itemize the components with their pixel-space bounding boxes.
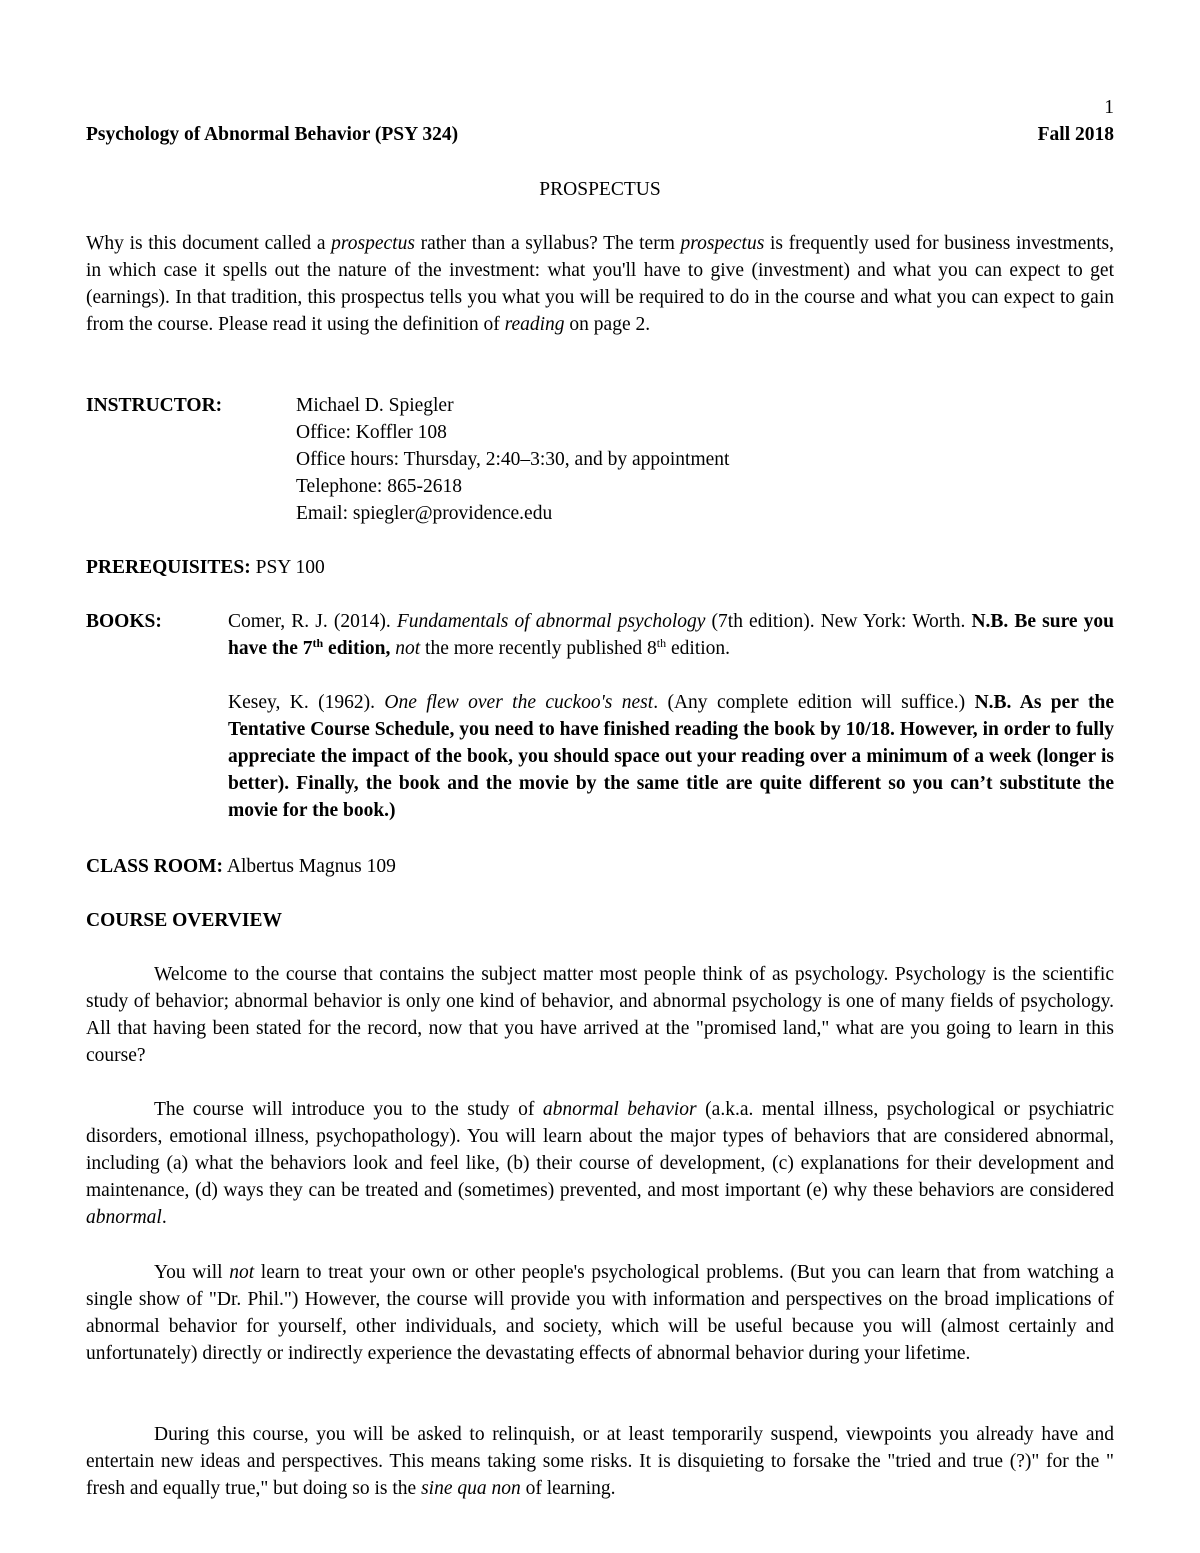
prerequisites-label: PREREQUISITES: xyxy=(86,557,251,578)
book-entry-comer: Comer, R. J. (2014). Fundamentals of abnormal psychology (7th edition). New York: Worth. N.B. Be sure you have the 7th edition, not the more recently published 8th edition. xyxy=(228,611,1114,659)
instructor-section xyxy=(86,392,1114,527)
books-label: BOOKS: xyxy=(86,611,162,632)
books-list xyxy=(228,608,1114,824)
prerequisites-value: PSY 100 xyxy=(250,557,325,578)
classroom-label: CLASS ROOM: xyxy=(86,856,224,877)
instructor-telephone: Telephone: 865-2618 xyxy=(296,476,462,497)
term-label: Fall 2018 xyxy=(1037,124,1114,145)
overview-paragraph-4: During this course, you will be asked to relinquish, or at least temporarily suspend, viewpoints you already have and entertain new ideas and perspectives. This means taking some risks. It is disquieting to forsake the "tried and true (?)" for the " fresh and equally true," but doing so is the sine qua non of learning. xyxy=(86,1424,1114,1499)
instructor-office-hours: Office hours: Thursday, 2:40–3:30, and by appointment xyxy=(296,449,730,470)
course-title: Psychology of Abnormal Behavior (PSY 324) xyxy=(86,124,459,145)
classroom-value: Albertus Magnus 109 xyxy=(223,856,396,877)
overview-paragraph-3: You will not learn to treat your own or other people's psychological problems. (But you can learn that from watching a single show of "Dr. Phil.") However, the course will provide you with information and perspectives on the broad implications of abnormal behavior for yourself, other individuals, and society, which will be useful because you will (almost certainly and unfortunately) directly or indirectly experience the devastating effects of abnormal behavior during your lifetime. xyxy=(86,1262,1114,1364)
instructor-name: Michael D. Spiegler xyxy=(296,395,454,416)
course-overview-heading: COURSE OVERVIEW xyxy=(86,910,282,931)
classroom-section xyxy=(86,853,1114,880)
instructor-office: Office: Koffler 108 xyxy=(296,422,447,443)
instructor-email: Email: spiegler@providence.edu xyxy=(296,503,553,524)
book-entry-kesey: Kesey, K. (1962). One flew over the cuckoo's nest. (Any complete edition will suffice.) N.B. As per the Tentative Course Schedule, you need to have finished reading the book by 10/18. However, in order to fully appreciate the impact of the book, you should space out your reading over a minimum of a week (longer is better). Finally, the book and the movie by the same title are quite different so you can’t substitute the movie for the book.) xyxy=(228,692,1115,821)
prerequisites-section xyxy=(86,554,1114,581)
overview-paragraph-1: Welcome to the course that contains the subject matter most people think of as psychology. Psychology is the scientific study of behavior; abnormal behavior is only one kind of behavior, and abnormal psychology is one of many fields of psychology. All that having been stated for the record, now that you have arrived at the "promised land," what are you going to learn in this course? xyxy=(86,964,1114,1066)
document-title: PROSPECTUS xyxy=(539,179,661,200)
books-section xyxy=(86,608,1114,824)
document-header xyxy=(86,121,1114,148)
page-number: 1 xyxy=(1104,97,1114,118)
overview-paragraph-2: The course will introduce you to the study of abnormal behavior (a.k.a. mental illness, psychological or psychiatric disorders, emotional illness, psychopathology). You will learn about the major types of behaviors that are considered abnormal, including (a) what the behaviors look and feel like, (b) their course of development, (c) explanations for their development and maintenance, (d) ways they can be treated and (sometimes) prevented, and most important (e) why these behaviors are considered abnormal. xyxy=(86,1099,1114,1228)
instructor-details xyxy=(296,392,729,527)
intro-paragraph: Why is this document called a prospectus rather than a syllabus? The term prospectus is frequently used for business investments, in which case it spells out the nature of the investment: what you'll have to give (investment) and what you can expect to get (earnings). In that tradition, this prospectus tells you what you will be required to do in the course and what you can expect to gain from the course. Please read it using the definition of reading on page 2. xyxy=(86,233,1115,335)
instructor-label: INSTRUCTOR: xyxy=(86,395,223,416)
